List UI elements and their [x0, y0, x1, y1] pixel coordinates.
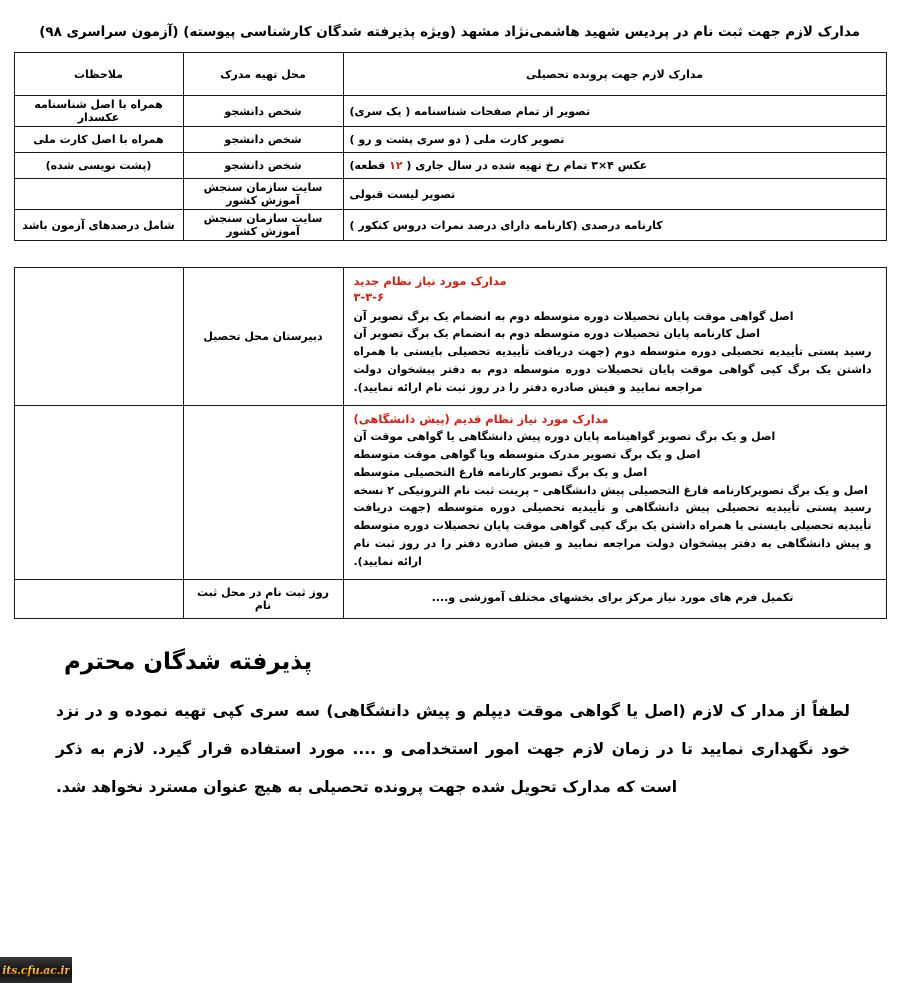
requirement-line: اصل و یک برگ تصویر کارنامه فارغ التحصیلی متوسطه	[353, 465, 648, 479]
cell-note	[14, 579, 183, 618]
cell-note: (پشت نویسی شده)	[14, 153, 183, 179]
cell-note: همراه با اصل شناسنامه عکسدار	[14, 96, 183, 127]
requirements-table	[14, 267, 887, 618]
cell-document: تصویر لیست قبولی	[343, 179, 886, 210]
cell-note: شامل درصدهای آزمون باشد	[14, 210, 183, 241]
cell-document: کارنامه درصدی (کارنامه دارای درصد نمرات دروس کنکور )	[343, 210, 886, 241]
cell-requirements-forms	[343, 579, 886, 618]
requirement-line: اصل و یک برگ تصویر مدرک متوسطه ویا گواهی موقت متوسطه	[353, 447, 701, 461]
cell-document: تصویر کارت ملی ( دو سری پشت و رو )	[343, 127, 886, 153]
cell-place: سایت سازمان سنجش آموزش کشور	[183, 179, 343, 210]
cell-requirements-new	[343, 268, 886, 405]
page-title: مدارک لازم جهت ثبت نام در پردیس شهید هاشمی‌نژاد مشهد (ویژه پذیرفته شدگان کارشناسی پیوسته) (آزمون سراسری ۹۸)	[39, 24, 860, 40]
documents-table	[14, 52, 887, 241]
requirement-line: اصل کارنامه پایان تحصیلات دوره متوسطه دوم به انضمام یک برگ تصویر آن	[353, 327, 760, 341]
cell-place: شخص دانشجو	[183, 153, 343, 179]
requirements-row-forms	[14, 579, 886, 618]
requirement-line: رسید پستی تأییدیه تحصیلی دوره متوسطه دوم (جهت دریافت تأییدیه تحصیلی بایستی با همراه داشتن یک برگ کپی گواهی موقت پایان تحصیلات دوره متوسطه دوم به دفتر پیشخوان دولت مراجعه نمایید و فیش صادره دفتر را در روز ثبت نام ارائه نمایید).	[353, 345, 872, 394]
notice-body: لطفاً از مدار ک لازم (اصل یا گواهی موقت دیپلم و پیش دانشگاهی) سه سری کپی تهیه نموده و در نزد خود نگهداری نمایید تا در زمان لازم جهت امور استخدامی و .... مورد استفاده قرار گیرد. لازم به ذکر است که مدارک تحویل شده جهت پرونده تحصیلی به هیچ عنوان مسترد نخواهد شد.	[56, 701, 850, 796]
cell-place: روز ثبت نام در محل ثبت نام	[183, 579, 343, 618]
cell-place: سایت سازمان سنجش آموزش کشور	[183, 210, 343, 241]
cell-requirements-old	[343, 405, 886, 579]
cell-place: شخص دانشجو	[183, 96, 343, 127]
cell-note	[14, 179, 183, 210]
table-row	[14, 127, 886, 153]
table-row	[14, 96, 886, 127]
watermark-text: its.cfu.ac.ir	[2, 963, 70, 977]
cell-note	[14, 268, 183, 405]
requirements-row-new-system	[14, 268, 886, 405]
requirement-line: رسید پستی تأییدیه تحصیلی پیش دانشگاهی و تأییدیه تحصیلی دوره متوسطه (جهت دریافت تأییدیه تحصیلی بایستی با همراه داشتن یک برگ کپی گواهی موقت پایان تحصیلات دوره متوسطه و پیش دانشگاهی به دفتر پیشخوان دولت مراجعه نمایید و فیش صادره دفتر را در روز ثبت نام ارائه نمایید).	[353, 501, 872, 568]
table-row	[14, 210, 886, 241]
requirement-line: تکمیل فرم های مورد نیاز مرکز برای بخشهای مختلف آموزشی و....	[431, 590, 794, 604]
table-header-row	[14, 53, 886, 96]
requirements-heading-old: مدارک مورد نیاز نظام قدیم (پیش دانشگاهی)	[353, 411, 609, 426]
notice-block	[50, 649, 850, 807]
cell-place: دبیرستان محل تحصیل	[183, 268, 343, 405]
table-row	[14, 179, 886, 210]
requirement-line: اصل و یک برگ تصویرکارنامه فارغ التحصیلی پیش دانشگاهی – پرینت ثبت نام الترونیکی ۲ نسخه	[353, 483, 868, 497]
cell-place	[183, 405, 343, 579]
photo-text-prefix: عکس ۴×۳ تمام رخ تهیه شده در سال جاری (	[402, 159, 648, 173]
cell-note	[14, 405, 183, 579]
requirement-line: اصل گواهی موقت پایان تحصیلات دوره متوسطه دوم به انضمام یک برگ تصویر آن	[353, 309, 794, 323]
notice-title: پذیرفته شدگان محترم	[64, 648, 313, 675]
header-docs: مدارک لازم جهت پرونده تحصیلی	[343, 53, 886, 96]
requirements-row-old-system	[14, 405, 886, 579]
table-row	[14, 153, 886, 179]
photo-count: ۱۲	[389, 159, 403, 173]
header-place: محل تهیه مدرک	[183, 53, 343, 96]
photo-text-suffix: قطعه)	[349, 159, 390, 173]
header-notes: ملاحظات	[14, 53, 183, 96]
cell-place: شخص دانشجو	[183, 127, 343, 153]
requirement-line: اصل و یک برگ تصویر گواهینامه پایان دوره پیش دانشگاهی یا گواهی موقت آن	[353, 430, 776, 444]
cell-document	[343, 153, 886, 179]
cell-note: همراه با اصل کارت ملی	[14, 127, 183, 153]
cell-document: تصویر از تمام صفحات شناسنامه ( یک سری)	[343, 96, 886, 127]
requirements-heading-new: مدارک مورد نیاز نظام جدید	[353, 274, 507, 289]
site-watermark	[0, 957, 72, 983]
requirements-code-new: ۳-۳-۶	[353, 289, 385, 304]
